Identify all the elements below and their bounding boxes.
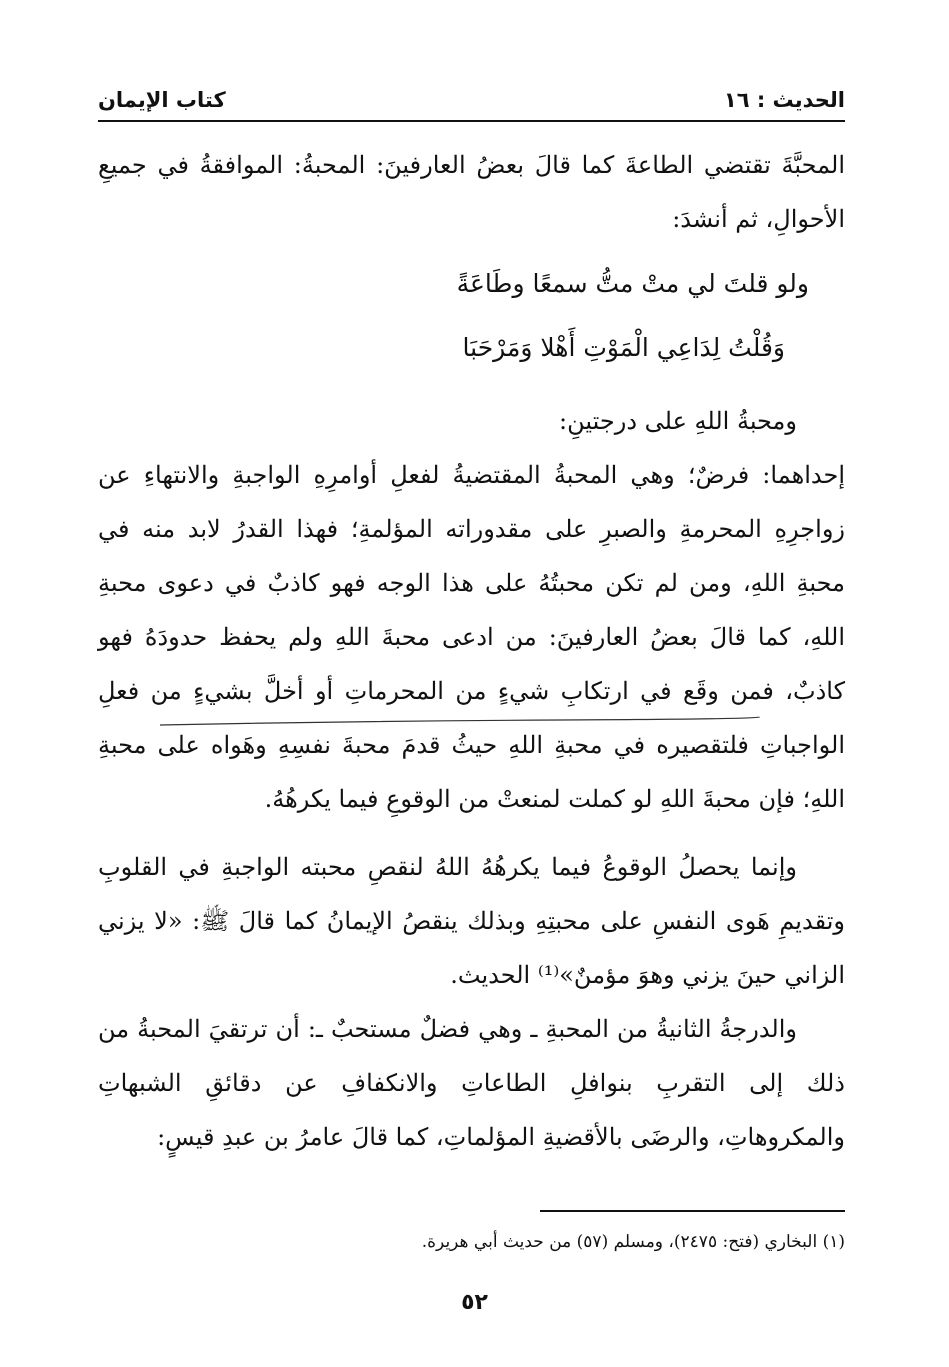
paragraph-4: وإنما يحصلُ الوقوعُ فيما يكرهُهُ اللهُ لنقصِ محبته الواجبةِ في القلوبِ وتقديمِ هَوى النفسِ على محبتِهِ وبذلك ينقصُ الإيمانُ كما قالَ ﷺ: «لا يزني الزاني حينَ يزني وهوَ مؤمنٌ»⁽¹⁾ الحديث. [98,853,845,989]
footnote: (١) البخاري (فتح: ٢٤٧٥)، ومسلم (٥٧) من حديث أبي هريرة. [421,1232,845,1252]
paragraph-1: المحبَّةَ تقتضي الطاعةَ كما قالَ بعضُ العارفينَ: المحبةُ: الموافقةُ في جميعِ الأحوالِ، ثم أنشدَ: [98,151,845,233]
running-header [98,84,845,122]
footnote-separator [540,1210,845,1212]
poem-verse-1: ولو قلتَ لي متْ متُّ سمعًا وطَاعَةً [456,269,809,298]
paragraph-3: إحداهما: فرضٌ؛ وهي المحبةُ المقتضيةُ لفعلِ أوامرِهِ الواجبةِ والانتهاءِ عن زواجرِهِ المحرمةِ والصبرِ على مقدوراته المؤلمةِ؛ فهذا القدرُ لابد منه في محبةِ اللهِ، ومن لم تكن محبتُهُ على هذا الوجه فهو كاذبٌ في دعوى محبةِ اللهِ، كما قالَ بعضُ العارفينَ: من ادعى محبةَ اللهِ ولم يحفظ حدودَهُ فهو كاذبٌ، فمن وقَع في ارتكابِ شيءٍ من المحرماتِ أو أخلَّ بشيءٍ من فعلِ الواجباتِ فلتقصيره في محبةِ اللهِ حيثُ قدمَ محبةَ نفسِهِ وهَواه على محبةِ اللهِ؛ فإن محبةَ اللهِ لو كملت لمنعتْ من الوقوعِ فيما يكرهُهُ. [98,461,845,813]
header-book-title: كتاب الإيمان [98,88,226,112]
poem-verse-2: وَقُلْتُ لِدَاعِي الْمَوْتِ أَهْلا وَمَرْحَبَا [462,333,785,362]
paragraph-2: ومحبةُ اللهِ على درجتينِ: [559,407,797,435]
page-number: ٥٢ [461,1290,488,1315]
header-hadith-number: الحديث : ١٦ [723,88,845,112]
main-text [98,138,845,1164]
paragraph-5: والدرجةُ الثانيةُ من المحبةِ ـ وهي فضلٌ مستحبٌ ـ: أن ترتقيَ المحبةُ من ذلك إلى التقربِ بنوافلِ الطاعاتِ والانكفافِ عن دقائقِ الشبهاتِ والمكروهاتِ، والرضَى بالأقضيةِ المؤلماتِ، كما قالَ عامرُ بن عبدِ قيسٍ: [98,1015,845,1151]
